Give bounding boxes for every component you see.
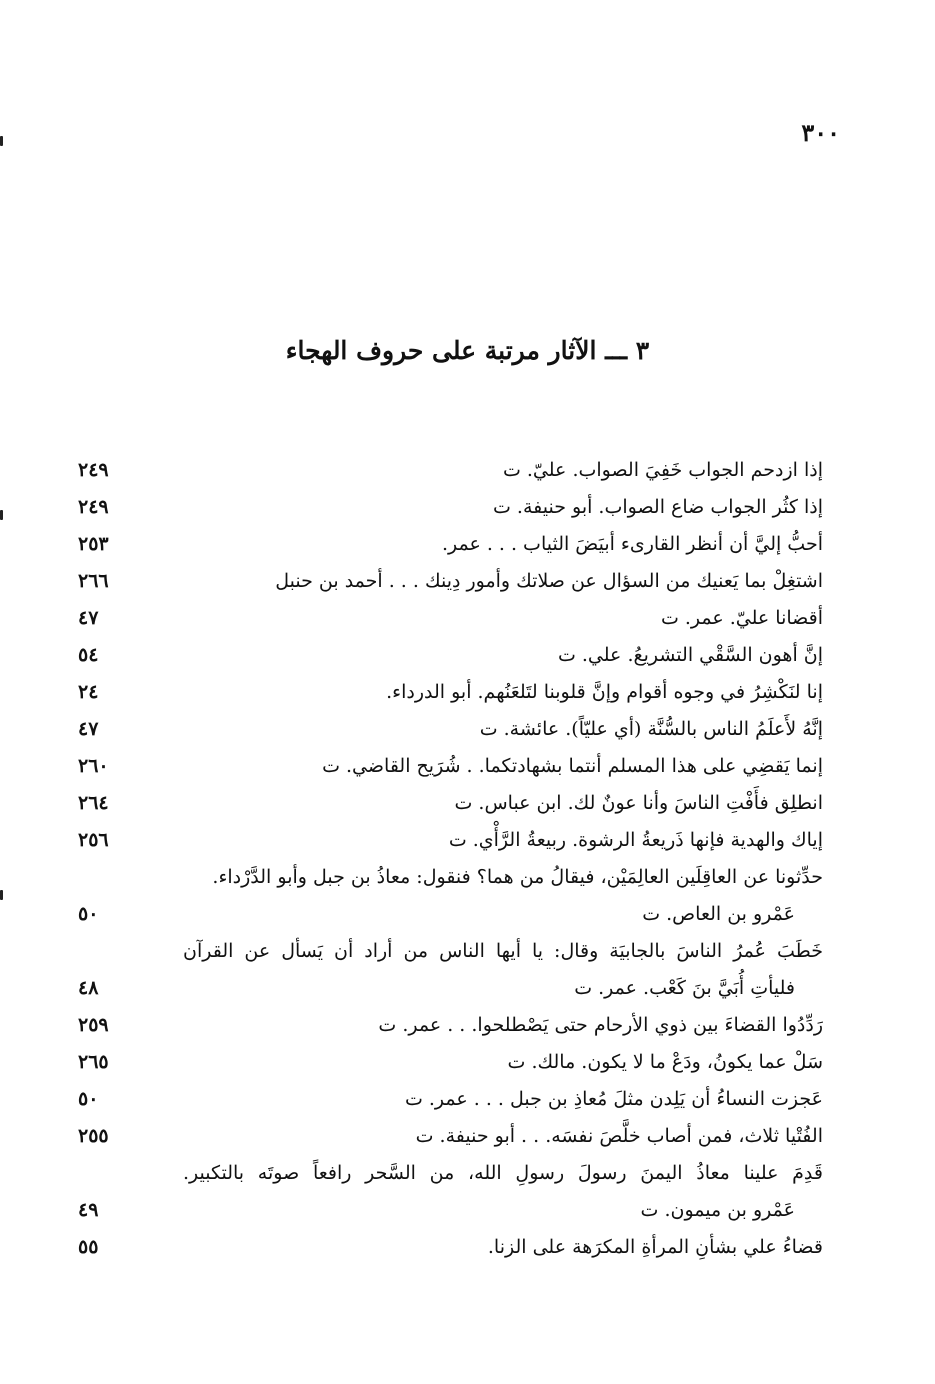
entry-text: اشتغِلْ بما يَعنيك من السؤال عن صلاتك وأمور دِينك . . . أحمد بن حنبل (275, 570, 823, 592)
entry-text: إنَّهُ لأَعلَمُ الناس بالسُّنَّة (أي عليّاً). عائشة. ت (479, 718, 823, 740)
entry-text: إياك والهدية فإنها ذَريعةُ الرشوة. ربيعةُ الرَّأْي. ت (448, 829, 823, 851)
scan-edge-mark (0, 510, 3, 520)
entry-text: إذا كثُر الجواب ضاع الصواب. أبو حنيفة. ت (492, 496, 823, 518)
entry-number: ٢٤٩ (78, 496, 109, 518)
entry-number: ٢٤ (78, 681, 99, 703)
entry-text: قَدِمَ علينا معاذُ اليمنَ رسولَ رسولِ الله، من السَّحر رافعاً صوتَه بالتكبير. (183, 1162, 823, 1184)
entry-number: ٢٤٩ (78, 459, 109, 481)
entry-text: الفُتْيا ثلاث، فمن أصاب خلَّصَ نفسَه. . . أبو حنيفة. ت (415, 1125, 823, 1147)
entry-number: ٤٨ (78, 977, 99, 999)
entry-text: إنما يَقضِي على هذا المسلم أنتما بشهادتكما. . شُرَيح القاضي. ت (322, 755, 823, 777)
entry-text: انطلِق فأَفْتِ الناسَ وأنا عونٌ لك. ابن عباس. ت (454, 792, 823, 814)
entry-text: رَدِّدُوا القضاءَ بين ذوي الأرحام حتى يَصْطلحوا. . . عمر. ت (378, 1014, 823, 1036)
entry-number: ٢٦٦ (78, 570, 109, 592)
entry-number: ٥٥ (78, 1236, 99, 1258)
entry-text: إنَّ أهون السَّقْي التشريعُ. علي. ت (557, 644, 823, 666)
entry-number: ٢٦٥ (78, 1051, 109, 1073)
scan-edge-mark (0, 136, 3, 146)
entry-number: ٢٥٥ (78, 1125, 109, 1147)
entry-text: إذا ازدحم الجواب خَفِيَ الصواب. عليّ. ت (502, 459, 823, 481)
entry-text: قضاءُ علي بشأنِ المرأةِ المكرَهة على الزنا. (487, 1236, 823, 1258)
section-title: ٣ ـــ الآثار مرتبة على حروف الهجاء (285, 336, 650, 365)
scan-edge-mark (0, 890, 3, 900)
entry-number: ٢٥٩ (78, 1014, 109, 1036)
entry-text: أحبُّ إليَّ أن أنظر القارىء أبيَضَ الثياب . . . عمر. (441, 533, 823, 555)
entry-number: ٤٧ (78, 607, 99, 629)
entry-number: ٤٩ (78, 1199, 99, 1221)
entry-text: سَلْ عما يكونُ، ودَعْ ما لا يكون. مالك. ت (507, 1051, 823, 1073)
entry-number: ٢٥٣ (78, 533, 109, 555)
entry-number: ٥٠ (78, 1088, 99, 1110)
entry-text: عَجزت النساءُ أن يَلِدن مثلَ مُعاذِ بن جبل . . . عمر. ت (404, 1088, 823, 1110)
entry-number: ٢٦٠ (78, 755, 109, 777)
entry-text: حدِّثونا عن العاقِلَين العالِمَيْن، فيقالُ من هما؟ فنقول: معاذُ بن جبل وأبو الدَّرْداء. (212, 866, 823, 888)
entry-text: أقضانا عليّ. عمر. ت (660, 607, 823, 629)
entry-text: إنا لنَكْشِرُ في وجوه أقوام وإنَّ قلوبنا لتَلعَنُهم. أبو الدرداء. (386, 681, 823, 703)
entry-continuation: عَمْرو بن العاص. ت (642, 903, 795, 925)
entry-number: ٢٥٦ (78, 829, 109, 851)
entry-continuation: فليأتِ أُبَيَّ بنَ كَعْب. عمر. ت (574, 977, 795, 999)
entry-number: ٥٤ (78, 644, 99, 666)
page-number: ٣٠٠ (801, 118, 840, 147)
entry-number: ٢٦٤ (78, 792, 109, 814)
entry-continuation: عَمْرو بن ميمون. ت (640, 1199, 795, 1221)
entry-number: ٥٠ (78, 903, 99, 925)
entry-text: خَطَبَ عُمرُ الناسَ بالجابيَة وقال: يا أيها الناس من أراد أن يَسأل عن القرآن (183, 940, 823, 962)
entry-number: ٤٧ (78, 718, 99, 740)
